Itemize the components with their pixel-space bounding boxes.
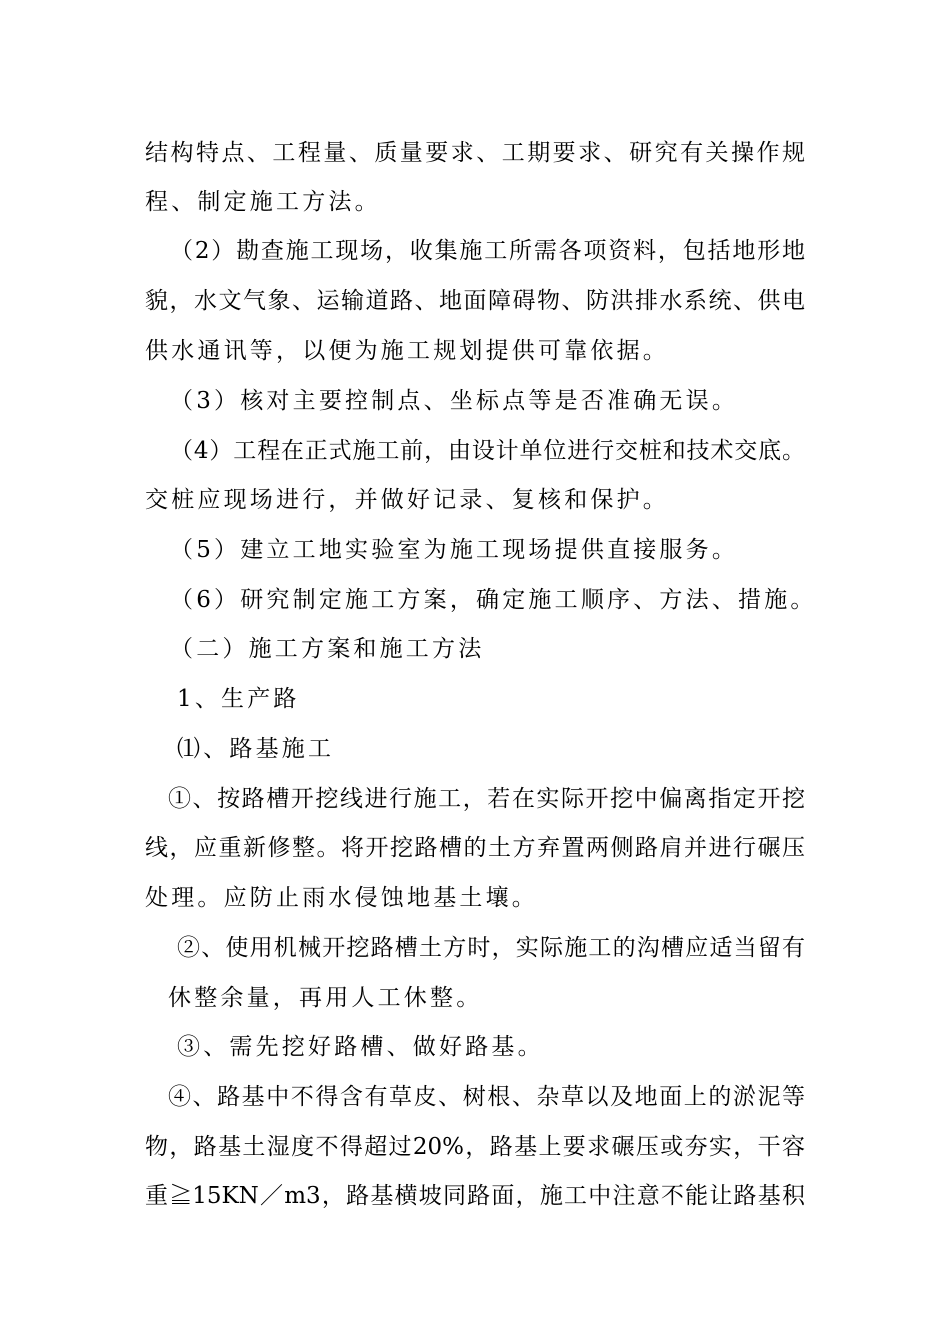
text-line: 交桩应现场进行，并做好记录、复核和保护。: [145, 487, 669, 513]
text-line: ④、路基中不得含有草皮、树根、杂草以及地面上的淤泥等: [168, 1084, 805, 1110]
text-line: ②、使用机械开挖路槽土方时，实际施工的沟槽应适当留有: [177, 935, 805, 961]
text-line: （3）核对主要控制点、坐标点等是否准确无误。: [170, 388, 739, 414]
text-line: （6）研究制定施工方案，确定施工顺序、方法、措施。: [170, 587, 817, 613]
text-line: （5）建立工地实验室为施工现场提供直接服务。: [170, 537, 739, 563]
subsection-heading: ⑴、路基施工: [177, 736, 335, 762]
text-line: 休整余量，再用人工休整。: [168, 985, 483, 1011]
subsection-heading: 1、生产路: [177, 686, 300, 712]
text-line: ①、按路槽开挖线进行施工，若在实际开挖中偏离指定开挖: [168, 786, 805, 812]
text-line: 供水通讯等，以便为施工规划提供可靠依据。: [145, 338, 669, 364]
text-line: （2）勘查施工现场，收集施工所需各项资料，包括地形地: [170, 238, 805, 264]
section-heading: （二）施工方案和施工方法: [170, 636, 485, 662]
text-line: 物，路基土湿度不得超过20%，路基上要求碾压或夯实，干容: [145, 1134, 805, 1160]
text-line: 处理。应防止雨水侵蚀地基土壤。: [145, 885, 538, 911]
text-line: 程、制定施工方法。: [145, 189, 381, 215]
text-line: 线，应重新修整。将开挖路槽的土方弃置两侧路肩并进行碾压: [145, 835, 805, 861]
text-line: ③、需先挖好路槽、做好路基。: [177, 1034, 544, 1060]
text-line: 重≧15KN／m3，路基横坡同路面，施工中注意不能让路基积: [145, 1183, 805, 1209]
text-line: 结构特点、工程量、质量要求、工期要求、研究有关操作规: [145, 140, 805, 166]
text-line: 貌，水文气象、运输道路、地面障碍物、防洪排水系统、供电: [145, 288, 805, 314]
text-line: （4）工程在正式施工前，由设计单位进行交桩和技术交底。: [170, 438, 805, 464]
